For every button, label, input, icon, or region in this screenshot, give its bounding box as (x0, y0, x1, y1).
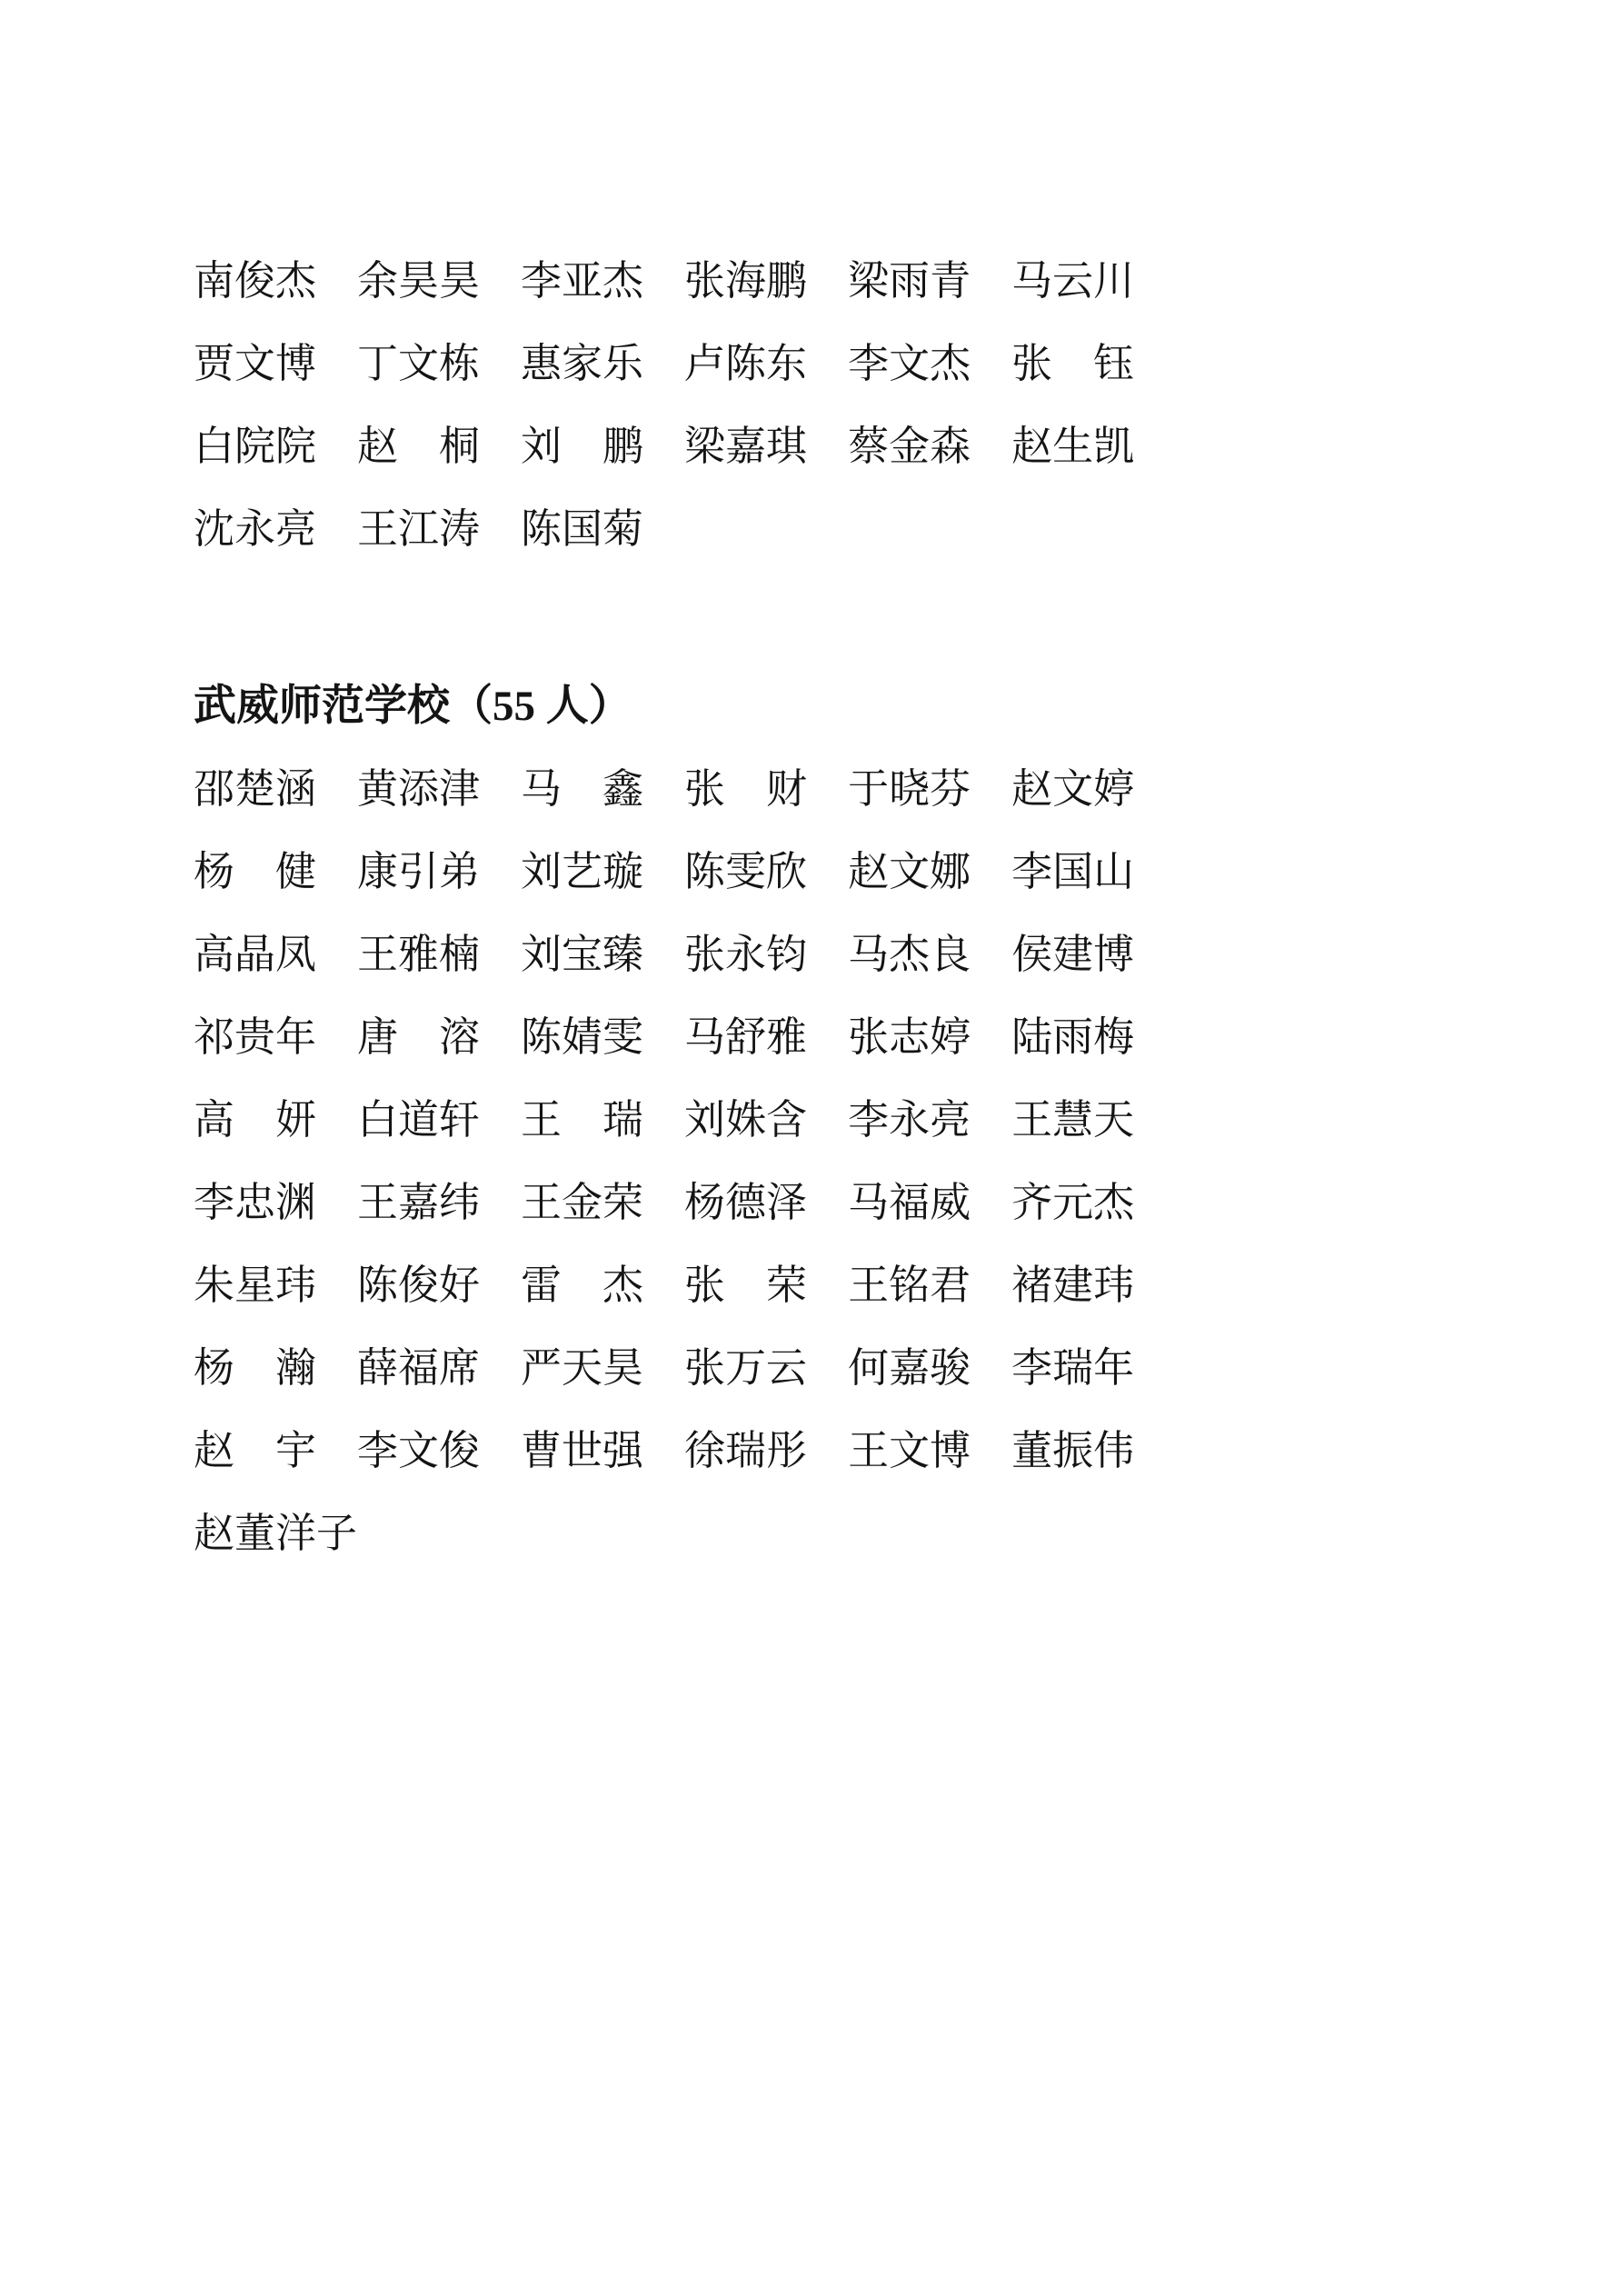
person-name: 张永钧 (684, 932, 808, 977)
person-name: 丁文栋 (357, 341, 481, 386)
person-name: 雷 杰 (521, 1263, 644, 1308)
person-name: 陈雯欣 (684, 849, 808, 894)
person-name: 祁贵年 (194, 1014, 317, 1060)
person-name: 刘宝臻 (521, 932, 644, 977)
person-name: 沈永亮 (194, 506, 317, 552)
person-name: 王 瑞 (521, 1097, 644, 1143)
person-name: 赵 宇 (194, 1428, 317, 1473)
name-row (194, 235, 1466, 318)
person-name: 侯建博 (1011, 932, 1135, 977)
person-name: 陈俊好 (357, 1263, 481, 1308)
person-name: 黄添津 (357, 766, 481, 812)
person-name: 李文杰 (848, 341, 971, 386)
name-row (194, 1405, 1466, 1488)
name-row (194, 992, 1466, 1074)
person-name: 梁雨青 (848, 258, 971, 304)
person-name: 赵文娜 (848, 849, 971, 894)
person-name: 严天昊 (521, 1345, 644, 1391)
person-name: 张万云 (684, 1345, 808, 1391)
name-row (194, 1488, 1466, 1571)
person-name: 齐元杰 (1011, 1180, 1135, 1225)
person-name: 陆雨梅 (1011, 1014, 1135, 1060)
school-section (194, 661, 1466, 1571)
person-name: 马 鑫 (521, 766, 644, 812)
person-name: 褚建玮 (1011, 1263, 1135, 1308)
person-name: 梁嘉琪 (684, 424, 808, 469)
person-name: 马福威 (848, 1180, 971, 1225)
person-name: 张 钰 (1011, 341, 1135, 386)
school-heading: 武威师范学校（55 人） (194, 683, 632, 730)
name-row (194, 318, 1466, 401)
person-name: 马杰良 (848, 932, 971, 977)
person-name: 高晶凤 (194, 932, 317, 977)
person-name: 赵生凯 (1011, 424, 1135, 469)
person-name: 董振伟 (1011, 1428, 1135, 1473)
person-name: 王嘉纬 (357, 1180, 481, 1225)
person-name: 赵董洋子 (194, 1511, 358, 1556)
person-name: 李忠渊 (194, 1180, 317, 1225)
person-name: 赵文婷 (1011, 766, 1135, 812)
person-name: 张志婷 (848, 1014, 971, 1060)
person-name: 白院院 (194, 424, 317, 469)
person-name: 薛福席 (357, 1345, 481, 1391)
person-name: 陈国菊 (521, 506, 644, 552)
name-row (194, 1323, 1466, 1405)
person-name: 白道轩 (357, 1097, 481, 1143)
person-name: 王慧天 (1011, 1097, 1135, 1143)
person-name: 于晓芬 (848, 766, 971, 812)
person-name: 曹世强 (521, 1428, 644, 1473)
person-name: 马舒雅 (684, 1014, 808, 1060)
person-name: 惠家乐 (521, 341, 644, 386)
person-name: 南俊杰 (194, 258, 317, 304)
person-name: 王江涛 (357, 506, 481, 552)
person-name: 王文博 (848, 1428, 971, 1473)
person-name: 贾文博 (194, 341, 317, 386)
person-name: 余昊昊 (357, 258, 481, 304)
name-row (194, 1157, 1466, 1240)
person-name: 马云川 (1011, 258, 1135, 304)
person-name: 张 财 (684, 766, 808, 812)
person-name: 王铭君 (848, 1263, 971, 1308)
person-name: 张 荣 (684, 1263, 808, 1308)
person-name: 卢陈东 (684, 341, 808, 386)
person-name: 康引弟 (357, 849, 481, 894)
person-name: 唐 溶 (357, 1014, 481, 1060)
person-name: 何嘉骏 (848, 1345, 971, 1391)
school-section (194, 235, 1466, 566)
person-name: 刘姝含 (684, 1097, 808, 1143)
person-name: 杨 瀚 (194, 1345, 317, 1391)
document-content (194, 235, 1466, 1571)
person-name: 徐瑞彤 (684, 1428, 808, 1473)
person-name: 李永亮 (848, 1097, 971, 1143)
name-row (194, 484, 1466, 566)
person-name: 陈婧雯 (521, 1014, 644, 1060)
person-name: 李亚杰 (521, 258, 644, 304)
person-name: 张海鹏 (684, 258, 808, 304)
person-name: 朱星玮 (194, 1263, 317, 1308)
person-name: 刘 鹏 (521, 424, 644, 469)
person-name: 杨 健 (194, 849, 317, 894)
person-name: 王金荣 (521, 1180, 644, 1225)
person-name: 赵 桐 (357, 424, 481, 469)
name-row (194, 744, 1466, 826)
person-name: 李国山 (1011, 849, 1135, 894)
person-name: 李瑞年 (1011, 1345, 1135, 1391)
name-row (194, 1240, 1466, 1323)
name-row (194, 401, 1466, 484)
person-name: 邵楚涵 (194, 766, 317, 812)
name-row (194, 909, 1466, 992)
person-name: 高 妍 (194, 1097, 317, 1143)
person-name: 王雅楠 (357, 932, 481, 977)
person-name: 李文俊 (357, 1428, 481, 1473)
person-name: 杨德泽 (684, 1180, 808, 1225)
person-name: 蔡金森 (848, 424, 971, 469)
name-row (194, 826, 1466, 909)
person-name: 刘艺璇 (521, 849, 644, 894)
name-row (194, 1074, 1466, 1157)
